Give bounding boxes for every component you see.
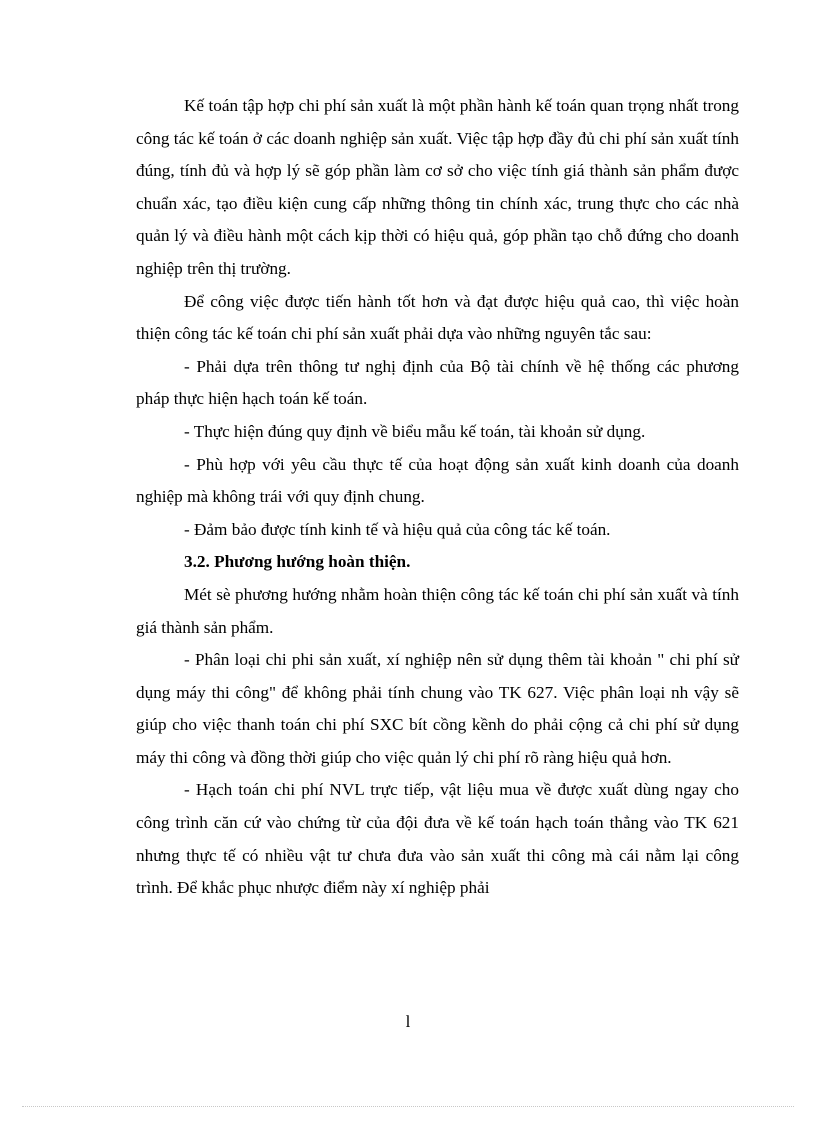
paragraph-intro: Kế toán tập hợp chi phí sản xuất là một phần hành kế toán quan trọng nhất trong công tác kế toán ở các doanh nghiệp sản xuất. Việc tập hợp đầy đủ chi phí sản xuất tính đúng, tính đủ và hợp lý sẽ góp phần làm cơ sở cho việc tính giá thành sản phẩm được chuẩn xác, tạo điều kiện cung cấp những thông tin chính xác, trung thực cho các nhà quản lý và điều hành một cách kịp thời có hiệu quả, góp phần tạo chỗ đứng cho doanh nghiệp trên thị trường. <box>136 96 739 278</box>
paragraph-directions-intro: Mét sè phương hướng nhằm hoàn thiện công tác kế toán chi phí sản xuất và tính giá thành sản phẩm. <box>136 584 739 637</box>
list-item-principle-4: - Đảm bảo được tính kinh tế và hiệu quả của công tác kế toán. <box>184 519 611 539</box>
section-heading: 3.2. Phương hướng hoàn thiện. <box>184 552 411 572</box>
list-item-principle-2: - Thực hiện đúng quy định về biểu mẫu kế toán, tài khoản sử dụng. <box>184 421 646 441</box>
list-item-direction-1: - Phân loại chi phi sản xuất, xí nghiệp nên sử dụng thêm tài khoản " chi phí sử dụng máy thi công" để không phải tính chung vào TK 627. Việc phân loại nh vậy sẽ giúp cho việc thanh toán chi phí SXC bít cồng kềnh do phải cộng cả chi phí sử dụng máy thi công và đồng thời giúp cho việc quản lý chi phí rõ ràng hiệu quả hơn. <box>136 650 739 767</box>
body-text <box>136 90 739 905</box>
list-item-principle-1: - Phải dựa trên thông tư nghị định của Bộ tài chính về hệ thống các phương pháp thực hiện hạch toán kế toán. <box>136 356 739 409</box>
page-number: l <box>405 1012 411 1031</box>
paragraph-principles-intro: Để công việc được tiến hành tốt hơn và đạt được hiệu quả cao, thì việc hoàn thiện công tác kế toán chi phí sản xuất phải dựa vào những nguyên tắc sau: <box>136 291 739 344</box>
page-bottom-divider <box>22 1106 794 1107</box>
list-item-principle-3: - Phù hợp với yêu cầu thực tế của hoạt động sản xuất kinh doanh của doanh nghiệp mà không trái với quy định chung. <box>136 454 739 507</box>
list-item-direction-2: - Hạch toán chi phí NVL trực tiếp, vật liệu mua về được xuất dùng ngay cho công trình căn cứ vào chứng từ của đội đưa về kế toán hạch toán thẳng vào TK 621 nhưng thực tế có nhiều vật tư chưa đưa vào sản xuất thi công mà cái nằm lại công trình. Để khắc phục nhược điểm này xí nghiệp phải <box>136 780 739 898</box>
